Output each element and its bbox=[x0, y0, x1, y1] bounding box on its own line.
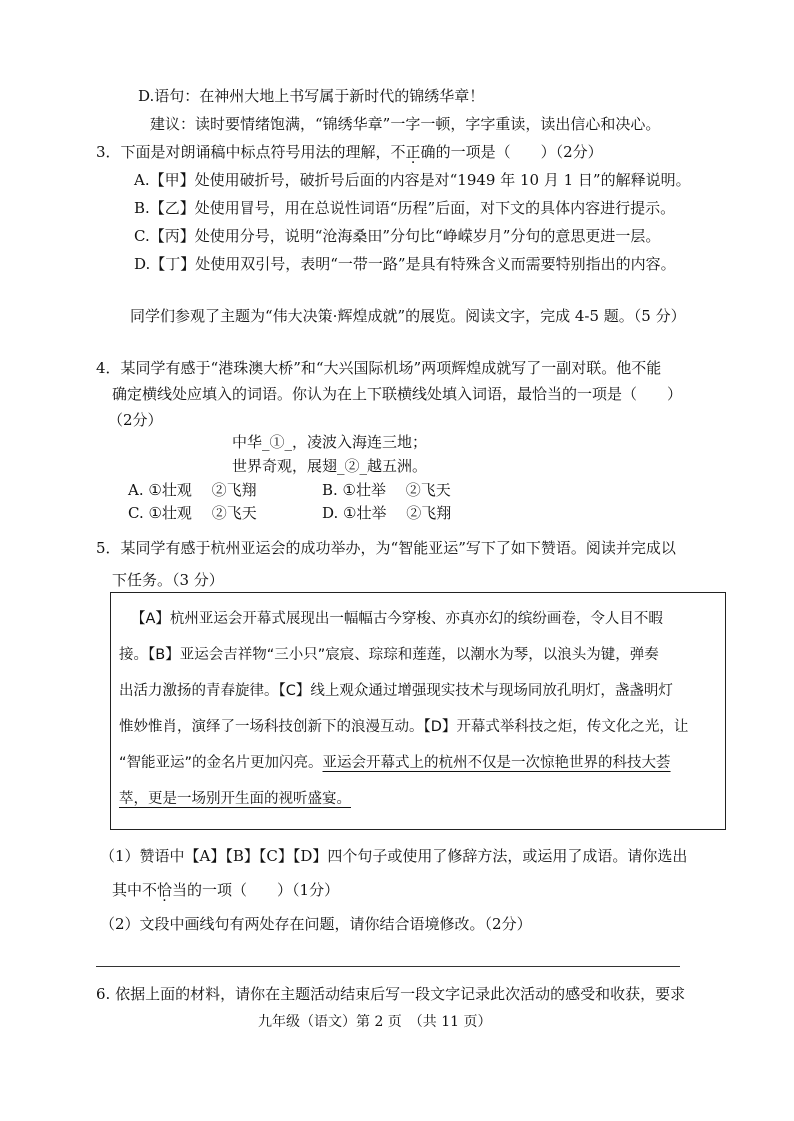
q3-option-d: D.【丁】处使用双引号，表明“一带一路”是具有特殊含义而需要特别指出的内容。 bbox=[134, 255, 676, 273]
sub1-emphasis: 不恰当 bbox=[142, 881, 188, 899]
section-intro: 同学们参观了主题为“伟大决策·辉煌成就”的展览。阅读文字，完成 4-5 题。（5 分） bbox=[130, 307, 686, 325]
sub1-post: 的一项（ ）（1分） bbox=[187, 881, 340, 899]
q3-emphasis: 不正确 bbox=[390, 143, 436, 161]
reading-suggestion: 建议：读时要情绪饱满，“锦绣华章”一字一顿，字字重读，读出信心和决心。 bbox=[150, 115, 661, 133]
q3-stem-post: 的一项是（ ）（2分） bbox=[435, 143, 603, 161]
passage-box bbox=[110, 592, 726, 830]
q4-option-b: B. ①壮举 ②飞天 bbox=[322, 481, 451, 499]
couplet-upper: 中华_①_，凌波入海连三地； bbox=[232, 433, 428, 451]
underlined-sentence-part-2: 萃，更是一场别开生面的视听盛宴。 bbox=[119, 791, 351, 807]
q3-option-b: B.【乙】处使用冒号，用在总说性词语“历程”后面，对下文的具体内容进行提示。 bbox=[134, 199, 676, 217]
passage-line-3: 出活力激扬的青春旋律。【C】线上观众通过增强现实技术与现场同放孔明灯，盏盏明灯 bbox=[119, 683, 673, 699]
q4-option-a: A. ①壮观 ②飞翔 bbox=[128, 481, 257, 499]
divider-line bbox=[96, 966, 680, 967]
passage-line-4: 惟妙惟肖，演绎了一场科技创新下的浪漫互动。【D】开幕式举科技之炬，传文化之光，让 bbox=[119, 719, 689, 735]
q5-stem-line-1: 5．某同学有感于杭州亚运会的成功举办，为“智能亚运”写下了如下赞语。阅读并完成以 bbox=[96, 539, 676, 557]
q5-sub1-line-2 bbox=[112, 880, 339, 900]
couplet-lower: 世界奇观，展翅_②_越五洲。 bbox=[232, 457, 428, 475]
q4-stem-line-2: 确定横线处应填入的词语。你认为在上下联横线处填入词语，最恰当的一项是（ ） bbox=[112, 385, 683, 403]
q4-option-d: D. ①壮举 ②飞翔 bbox=[322, 504, 452, 522]
q3-stem-pre: 3．下面是对朗诵稿中标点符号用法的理解， bbox=[96, 143, 391, 161]
question-6-stem: 6. 依据上面的材料，请你在主题活动结束后写一段文字记录此次活动的感受和收获，要求 bbox=[96, 985, 686, 1003]
q5-sub1-line-1: （1）赞语中【A】【B】【C】【D】四个句子或使用了修辞方法，或运用了成语。请你选出 bbox=[100, 847, 688, 865]
q4-stem-line-1: 4．某同学有感于“港珠澳大桥”和“大兴国际机场”两项辉煌成就写了一副对联。他不能 bbox=[96, 359, 662, 377]
passage-line-5 bbox=[119, 753, 671, 773]
passage-line-6 bbox=[119, 789, 351, 809]
q3-option-a: A.【甲】处使用破折号，破折号后面的内容是对“1949 年 10 月 1 日”的解释说明。 bbox=[134, 171, 691, 189]
question-3-stem bbox=[96, 142, 603, 162]
underlined-sentence-part-1: 亚运会开幕式上的杭州不仅是一次惊艳世界的科技大荟 bbox=[322, 755, 671, 771]
passage-line-2: 接。【B】亚运会吉祥物“三小只”宸宸、琮琮和莲莲，以潮水为琴，以浪头为键，弹奏 bbox=[119, 647, 659, 663]
q5-stem-line-2: 下任务。（3 分） bbox=[112, 571, 224, 589]
sub1-pre: 其中 bbox=[112, 881, 143, 899]
passage-line-5-plain: “智能亚运”的金名片更加闪亮。 bbox=[119, 755, 323, 771]
q5-sub2: （2）文段中画线句有两处存在问题，请你结合语境修改。（2分） bbox=[100, 915, 532, 933]
page-footer: 九年级（语文）第 2 页 （共 11 页） bbox=[258, 1014, 492, 1030]
passage-line-1: 【A】杭州亚运会开幕式展现出一幅幅古今穿梭、亦真亦幻的缤纷画卷，令人目不暇 bbox=[131, 611, 663, 627]
option-d-line: D.语句：在神州大地上书写属于新时代的锦绣华章！ bbox=[138, 87, 485, 105]
q4-option-c: C. ①壮观 ②飞天 bbox=[128, 504, 257, 522]
q4-score: （2分） bbox=[108, 411, 163, 429]
q3-option-c: C.【丙】处使用分号，说明“沧海桑田”分句比“峥嵘岁月”分句的意思更进一层。 bbox=[134, 227, 661, 245]
